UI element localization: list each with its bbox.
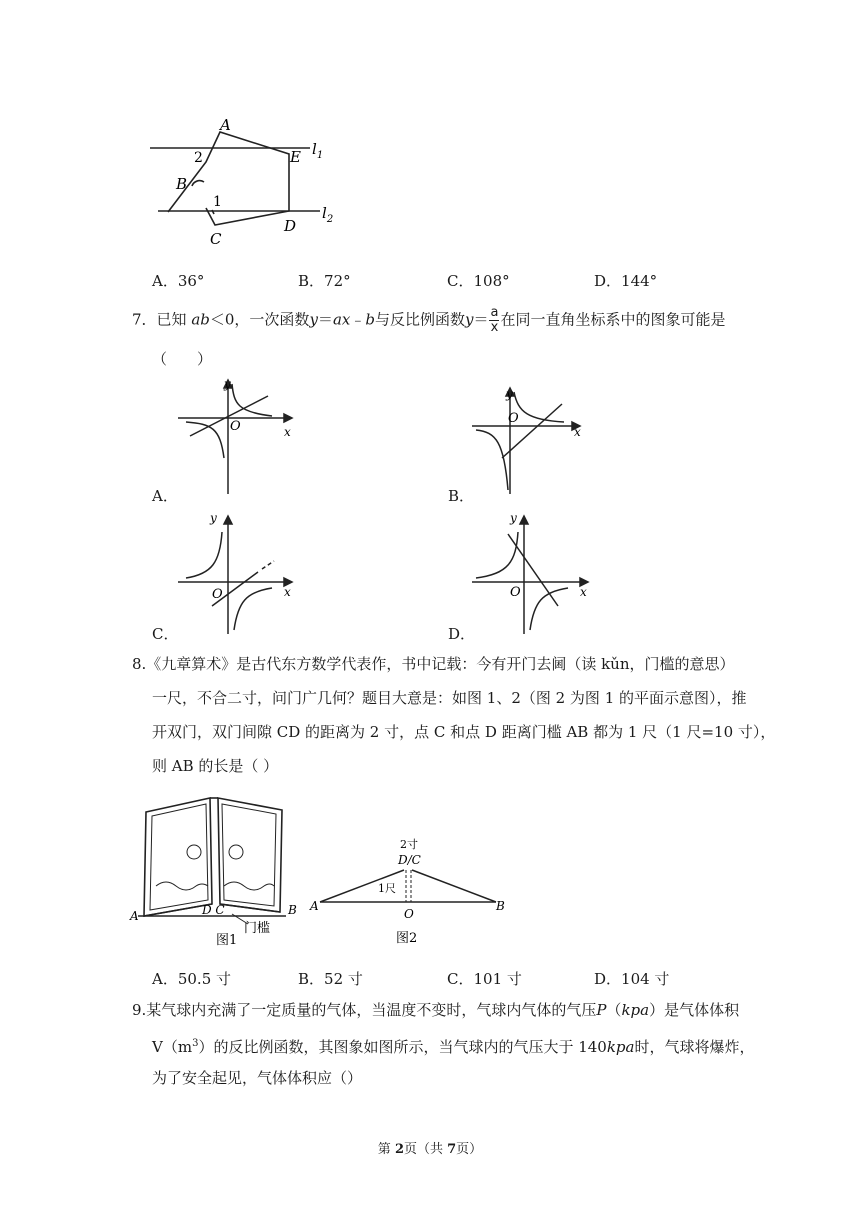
hyperbola-branch-2: [476, 430, 508, 490]
svg-text:y: y: [510, 512, 517, 525]
svg-text:O: O: [230, 419, 241, 434]
svg-text:1尺: 1尺: [378, 882, 396, 895]
svg-text:图1: 图1: [216, 933, 238, 948]
q7-graph-label-d: D．: [448, 625, 476, 643]
svg-text:B: B: [496, 899, 505, 913]
label-l2: $l_2$: [322, 204, 334, 225]
q8-line-3: 开双门，双门间隙 CD 的距离为 2 寸，点 C 和点 D 距离门槛 AB 都为 1 尺（1 尺=10 寸），: [152, 723, 776, 741]
q9-line-3: 为了安全起见，气体体积应（）: [152, 1069, 363, 1087]
hyperbola-branch-2: [186, 422, 224, 458]
q7-question-line: 7．已知 ab＜0，一次函数y＝ax﹣b与反比例函数y＝ $\frac{a}{x}$ 在同一直角坐标系中的图象可能是: [132, 305, 726, 335]
q7-graph-label-b: B．: [448, 487, 475, 505]
svg-text:门槛: 门槛: [244, 921, 271, 936]
svg-text:O: O: [510, 585, 521, 600]
q8-line-4: 则 AB 的长是（ ）: [152, 757, 279, 775]
svg-text:图2: 图2: [396, 931, 418, 946]
linear-line: [190, 396, 268, 436]
q6-option-b: B．72°: [298, 272, 351, 290]
q8-figure-2: [308, 830, 520, 948]
svg-text:O: O: [212, 587, 223, 602]
q7-answer-paren: （ ）: [152, 350, 213, 368]
q7-graph-b: [468, 386, 588, 498]
label-angle-2: 2: [194, 150, 203, 166]
svg-text:O: O: [404, 907, 414, 921]
label-l1: $l_1$: [312, 140, 324, 161]
label-E: E: [290, 148, 301, 166]
q7-graph-d: [468, 512, 598, 638]
q8-line-2: 一尺，不合二寸，问门广几何？题目大意是：如图 1、2（图 2 为图 1 的平面示意图），推: [152, 689, 747, 707]
label-B: B: [176, 175, 188, 193]
svg-text:y: y: [224, 378, 231, 391]
segment-BC: [412, 870, 496, 902]
svg-text:O: O: [508, 411, 519, 426]
svg-text:A: A: [310, 899, 319, 913]
svg-text:D C: D C: [202, 903, 225, 917]
angle-arc-b: [192, 181, 204, 186]
q7-graph-label-c: C．: [152, 625, 179, 643]
q8-line-1: 8.《九章算术》是古代东方数学代表作，书中记载：今有开门去阃（读 kǔn，门槛的意思）: [132, 655, 735, 673]
page-number: 2: [394, 1142, 404, 1157]
svg-text:x: x: [284, 425, 291, 439]
q8-option-a: A．50.5 寸: [152, 970, 231, 988]
q9-line-1: 9.某气球内充满了一定质量的气体，当温度不变时，气球内气体的气压P（kpa）是气体体积: [132, 1001, 740, 1019]
q7-graph-a: [172, 378, 302, 500]
svg-text:y: y: [506, 387, 513, 401]
q8-option-d: D．104 寸: [594, 970, 670, 988]
svg-text:x: x: [284, 585, 291, 599]
q8-option-b: B．52 寸: [298, 970, 363, 988]
right-door: [218, 798, 282, 912]
q6-figure: [140, 110, 360, 250]
fraction-a-over-x: $\frac{a}{x}$: [490, 305, 499, 335]
q7-graph-c: [172, 512, 302, 638]
svg-text:D/C: D/C: [398, 853, 421, 867]
q6-option-d: D．144°: [594, 272, 658, 290]
label-A: A: [220, 116, 231, 134]
label-C: C: [210, 230, 222, 248]
hyperbola-branch-1: [514, 392, 564, 422]
q8-figure-1: [126, 786, 302, 950]
q6-option-a: A．36°: [152, 272, 205, 290]
q9-line-2: $V(m^3)$的反比例函数，其图象如图所示，当气球内的气压大于 140kpa时，气球将爆炸，: [152, 1038, 755, 1056]
q6-option-c: C．108°: [447, 272, 510, 290]
svg-text:x: x: [580, 585, 587, 599]
label-D: D: [284, 217, 297, 235]
svg-text:y: y: [210, 512, 217, 525]
svg-text:B: B: [288, 903, 297, 917]
hyperbola-branch-2: [234, 588, 272, 630]
svg-text:2寸: 2寸: [400, 838, 418, 851]
svg-text:x: x: [574, 425, 581, 439]
hyperbola-branch-1: [186, 532, 222, 578]
svg-text:A: A: [130, 909, 139, 923]
page-total: 7: [447, 1142, 457, 1157]
page-footer: 第 2页（共 7页）: [377, 1142, 483, 1157]
q8-option-c: C．101 寸: [447, 970, 522, 988]
q7-graph-label-a: A．: [152, 487, 178, 505]
label-angle-1: 1: [213, 194, 222, 210]
